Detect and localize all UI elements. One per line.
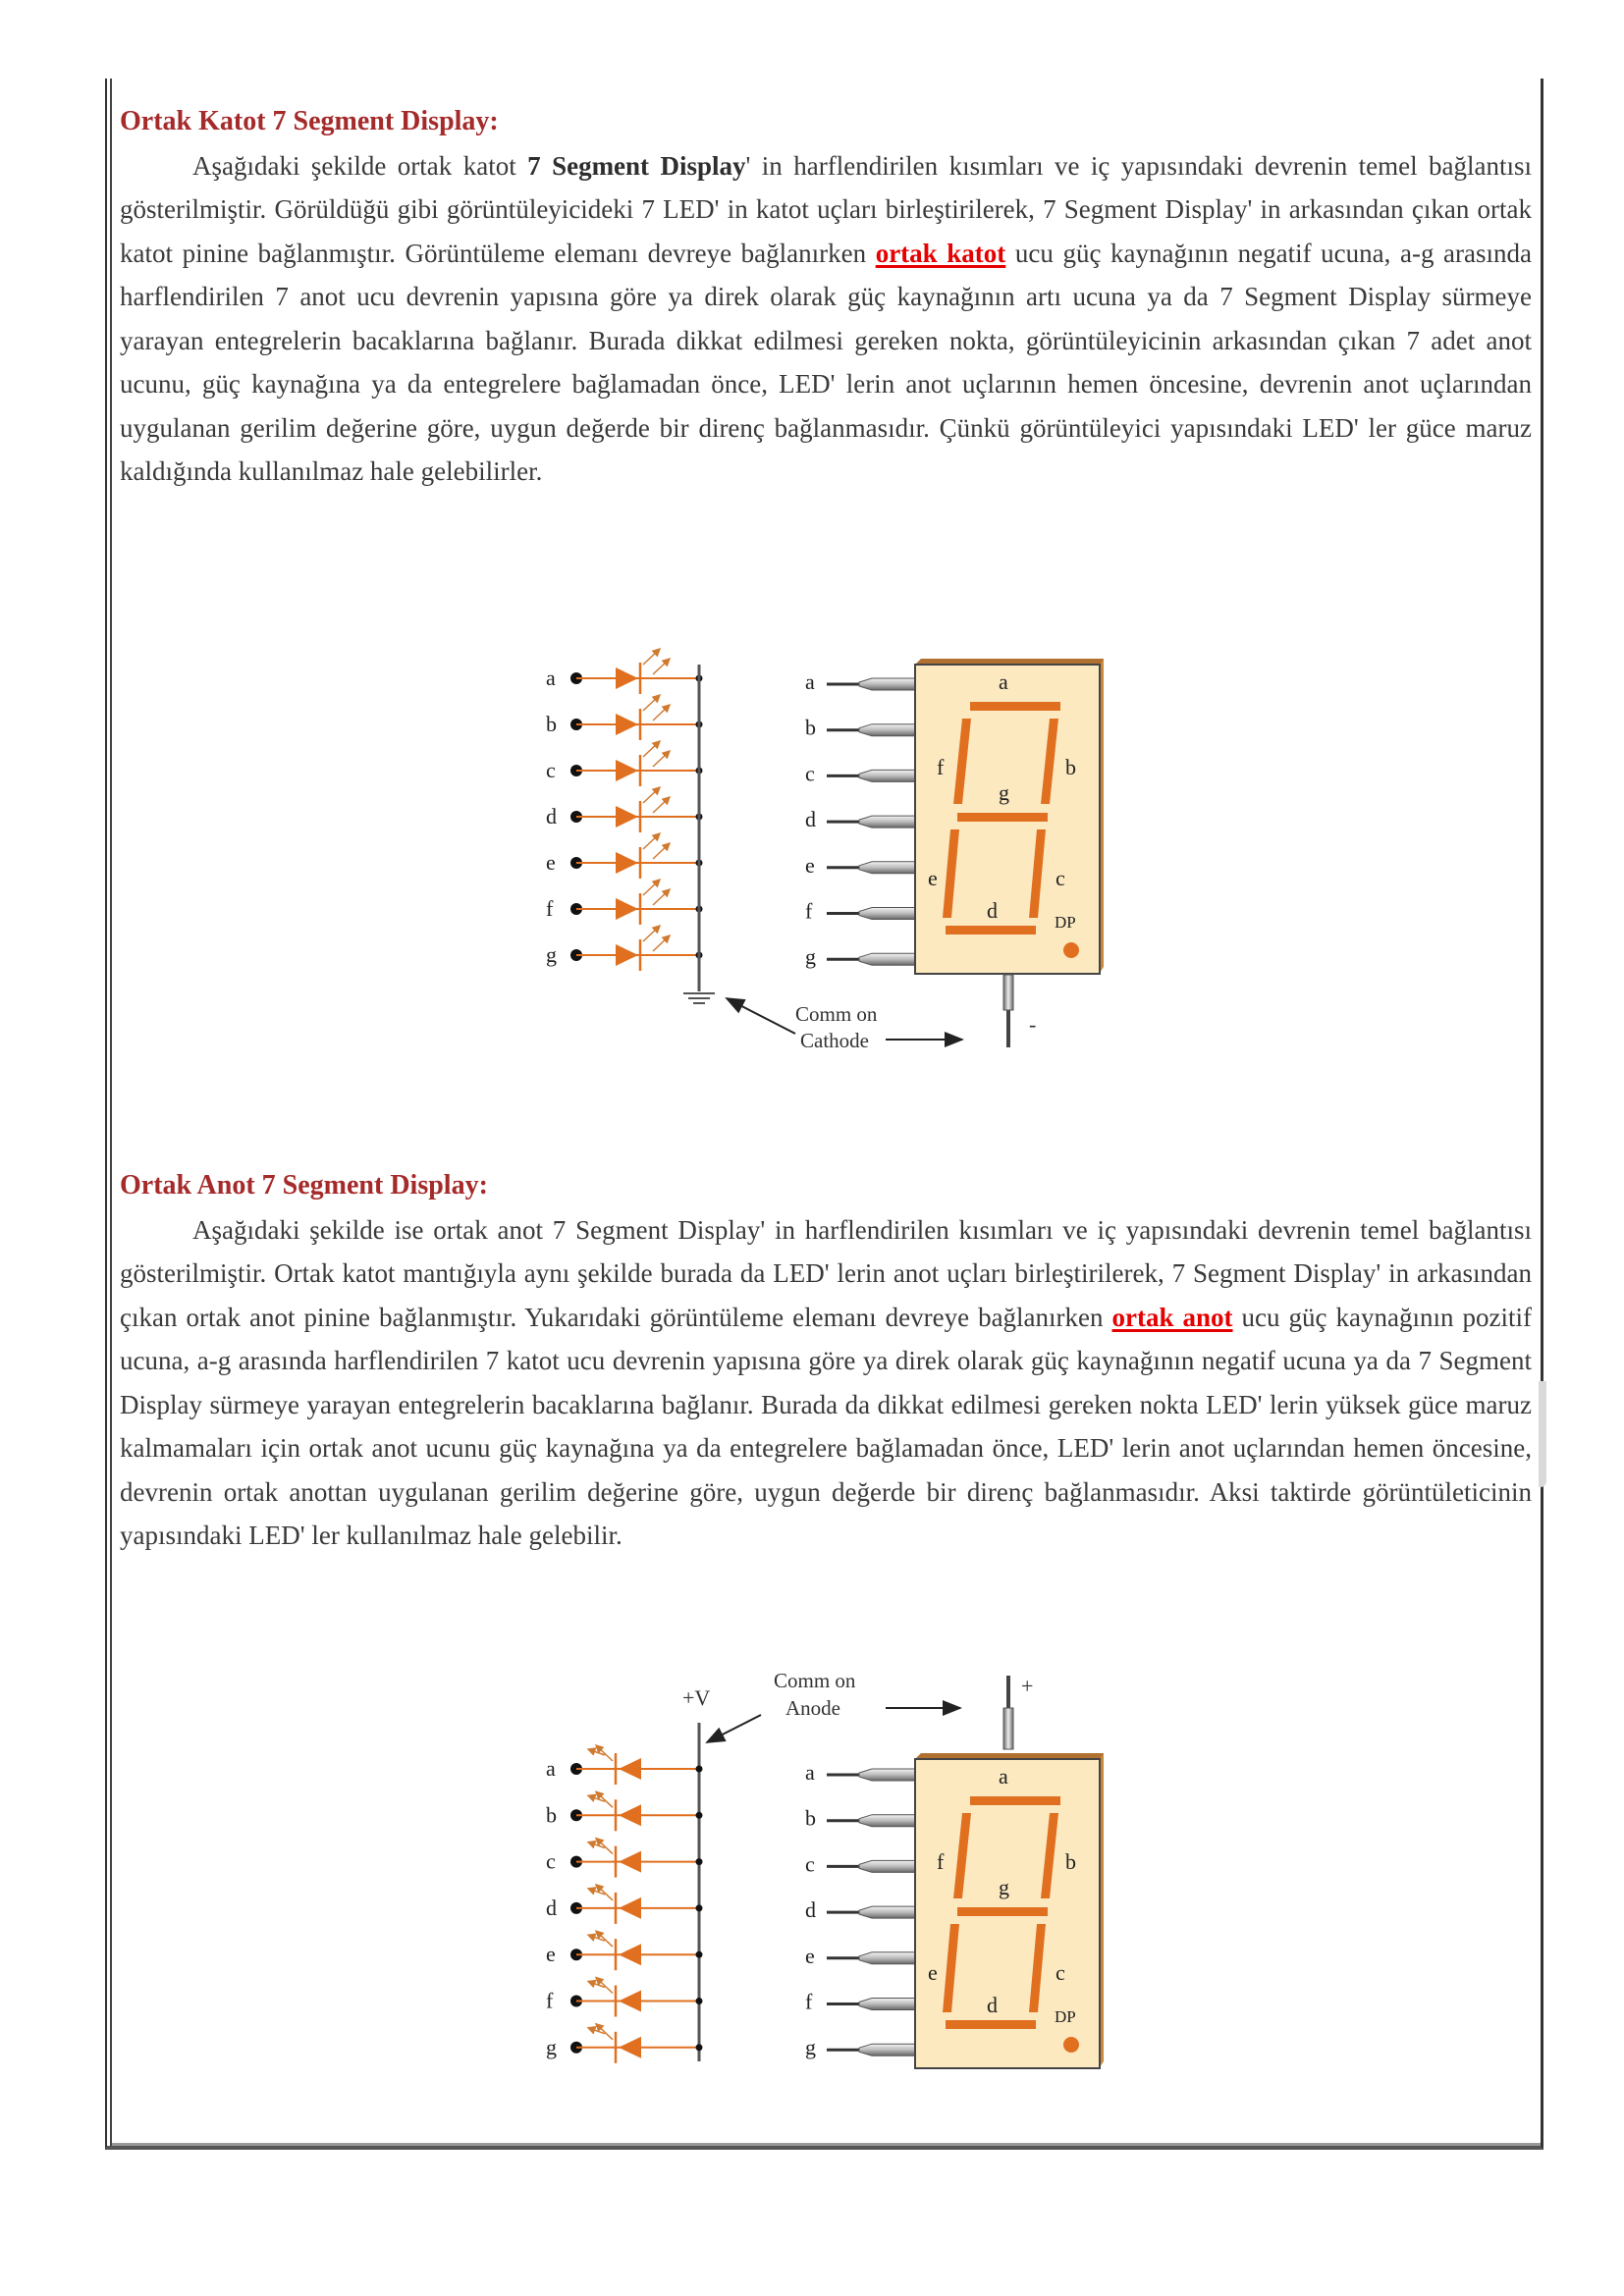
segment-d (946, 926, 1036, 934)
light-arrow-icon (653, 705, 670, 721)
light-arrow-icon (653, 889, 670, 905)
led-diode-icon (616, 852, 638, 874)
light-arrow-icon (643, 880, 660, 895)
pin-label: f (805, 898, 813, 924)
segment-label-e: e (928, 1960, 938, 1985)
common-label-line2: Anode (785, 1696, 840, 1720)
led-diode-icon (619, 1991, 641, 2012)
pointer-arrow (727, 998, 795, 1034)
common-label-line1: Comm on (795, 1002, 878, 1026)
led-diode-icon (619, 1758, 641, 1780)
pin-body (859, 770, 915, 781)
led-diode-icon (619, 1804, 641, 1826)
common-cathode-svg (511, 643, 1139, 1085)
seven-segment-display (915, 1753, 1104, 2068)
pin-label: c (546, 1848, 556, 1874)
highlighted-term-link[interactable]: ortak katot (875, 238, 1006, 268)
segment-g (957, 1907, 1048, 1916)
junction-dot (696, 1766, 703, 1773)
pin-label: c (546, 758, 556, 782)
led-diode-icon (616, 898, 638, 920)
pin-label: b (805, 715, 816, 740)
section-heading: Ortak Anot 7 Segment Display: (120, 1170, 488, 1201)
pin-body (859, 2044, 915, 2056)
pin-body (859, 953, 915, 965)
common-label-line1: Comm on (774, 1669, 856, 1692)
pin-label: d (805, 1897, 816, 1923)
pin-body (859, 1906, 915, 1918)
pin-group (805, 1760, 915, 2059)
pin-label: g (546, 2034, 557, 2059)
pin-label: a (546, 666, 556, 690)
pin-label: e (546, 1942, 556, 1967)
led-array (546, 1745, 703, 2063)
segment-label-a: a (999, 669, 1008, 694)
seven-segment-display (915, 659, 1104, 974)
led-diode-icon (619, 1851, 641, 1873)
highlighted-term-link[interactable]: ortak anot (1111, 1302, 1233, 1332)
pin-body (859, 1952, 915, 1964)
light-arrow-icon (653, 935, 670, 951)
section-common-cathode (120, 100, 1532, 494)
pin-body (859, 724, 915, 736)
segment-label-g: g (999, 1875, 1009, 1899)
junction-dot (696, 2044, 703, 2051)
pin-label: e (805, 1943, 815, 1968)
pin-label: d (546, 1895, 557, 1920)
junction-dot (696, 1858, 703, 1865)
ground-icon (683, 993, 715, 1003)
light-arrow-icon (643, 741, 660, 757)
segment-d (946, 2020, 1036, 2029)
pin-label: f (805, 1989, 813, 2014)
junction-dot (696, 1998, 703, 2004)
pin-body (859, 1769, 915, 1781)
pin-label: c (805, 761, 815, 786)
segment-label-e: e (928, 866, 938, 890)
segment-label-c: c (1056, 866, 1065, 890)
led-diode-icon (616, 806, 638, 828)
pin-label: d (805, 807, 816, 832)
light-arrow-icon (643, 695, 660, 711)
junction-dot (696, 1812, 703, 1819)
led-array (546, 649, 703, 971)
common-anode-diagram (511, 1664, 1139, 2106)
common-label-line2: Cathode (800, 1029, 869, 1052)
led-diode-icon (619, 2037, 641, 2058)
pin-label: a (805, 669, 815, 694)
paragraph-text: Aşağıdaki şekilde ortak katot (192, 150, 528, 181)
section-paragraph (120, 144, 1532, 494)
led-diode-icon (619, 1944, 641, 1965)
polarity-label: + (1021, 1674, 1034, 1698)
segment-label-f: f (937, 1849, 945, 1874)
segment-a (970, 1796, 1060, 1805)
segment-label-g: g (999, 780, 1009, 805)
pin-body (859, 908, 915, 920)
pin-body (859, 862, 915, 874)
pin-label: f (546, 1988, 554, 2013)
pin-label: b (546, 712, 557, 736)
pin-label: e (805, 852, 815, 878)
common-pin (1003, 1676, 1013, 1749)
segment-dp (1063, 942, 1079, 958)
paragraph-text: ucu güç kaynağının negatif ucuna, a-g arasında harflendirilen 7 anot ucu devrenin yapısına göre ya direk olarak güç kaynağının artı ucuna ya da 7 Segment Display sürmeye yarayan entegrelerin bacaklarına bağlanır. Burada dikkat edilmesi gereken nokta, görüntüleyicinin arkasından çıkan 7 adet anot ucunu, güç kaynağına ya da entegrelere bağlamadan önce, LED' lerin anot uçlarının hemen öncesine, devrenin anot uçlarından uygulanan gerilim değerine göre, uygun değerde bir direnç bağlanmasıdır. Çünkü görüntüleyici yapısındaki LED' ler güce maruz kaldığında kullanılmaz hale gelebilirler. (120, 238, 1532, 486)
segment-g (957, 813, 1048, 822)
pin-label: f (546, 896, 554, 921)
pin-label: g (805, 944, 816, 970)
led-diode-icon (616, 714, 638, 735)
pointer-arrow (707, 1715, 761, 1742)
pin-group (805, 669, 915, 969)
junction-dot (696, 1951, 703, 1958)
section-paragraph (120, 1208, 1532, 1558)
light-arrow-icon (643, 787, 660, 803)
led-diode-icon (616, 667, 638, 689)
led-diode-icon (616, 760, 638, 781)
pin-label: e (546, 850, 556, 875)
light-arrow-icon (643, 833, 660, 849)
light-arrow-icon (653, 659, 670, 674)
common-cathode-diagram (511, 643, 1139, 1085)
segment-label-dp: DP (1055, 2007, 1076, 2026)
pin-label: a (546, 1756, 556, 1781)
bold-term: 7 Segment Display (527, 150, 746, 181)
pin-label: a (805, 1760, 815, 1785)
pin-body (859, 678, 915, 690)
scrollbar-artifact (1539, 1381, 1546, 1487)
segment-label-b: b (1065, 1849, 1076, 1874)
pin-label: g (805, 2035, 816, 2060)
segment-label-a: a (999, 1764, 1008, 1789)
section-heading: Ortak Katot 7 Segment Display: (120, 106, 499, 136)
paragraph-text: ucu güç kaynağının pozitif ucuna, a-g arasında harflendirilen 7 katot ucu devrenin yapısına göre ya direk olarak güç kaynağının negatif ucuna ya da 7 Segment Display sürmeye yarayan entegrelerin bacaklarına bağlanır. Burada da dikkat edilmesi gereken nokta LED' lerin yüksek güce maruz kalmamaları için ortak anot ucunu güç kaynağına ya da entegrelere bağlamadan önce, LED' lerin anot uçlarından hemen öncesine, devrenin ortak anottan uygulanan gerilim değerine göre, uygun değerde bir direnç bağlanmasıdır. Aksi taktirde görüntületicinin yapısındaki LED' ler kullanılmaz hale gelebilir. (120, 1302, 1533, 1550)
light-arrow-icon (653, 843, 670, 859)
light-arrow-icon (643, 926, 660, 941)
led-diode-icon (616, 944, 638, 966)
light-arrow-icon (653, 797, 670, 813)
pin-label: g (546, 942, 557, 967)
paragraph-text: ' in harflendirilen kısımları ve iç yapısındaki devrenin temel bağlantısı gösterilmiştir. Görüldüğü gibi görüntüleyicideki 7 LED' in katot uçları birleştirilerek, 7 Segment Display' in arkasından çıkan ortak katot pinine bağlanmıştır. Görüntüleme elemanı devreye bağlanırken (120, 150, 1533, 268)
pin-label: b (805, 1805, 816, 1831)
light-arrow-icon (653, 751, 670, 767)
section-common-anode (120, 1164, 1532, 1558)
pin-label: b (546, 1802, 557, 1828)
pin-body (859, 816, 915, 828)
pin-body (859, 1860, 915, 1872)
segment-label-dp: DP (1055, 913, 1076, 932)
pin-body (859, 1999, 915, 2010)
paragraph-text: Aşağıdaki şekilde ise ortak anot 7 Segment Display' in harflendirilen kısımları ve iç yapısındaki devrenin temel bağlantısı gösterilmiştir. Ortak katot mantığıyla aynı şekilde burada da LED' lerin anot uçları birleştirilerek, 7 Segment Display' in arkasından çıkan ortak anot pinine bağlanmıştır. Yukarıdaki görüntüleme elemanı devreye bağlanırken (120, 1214, 1532, 1332)
light-arrow-icon (643, 649, 660, 665)
pin-label: c (805, 1851, 815, 1877)
segment-label-b: b (1065, 755, 1076, 779)
polarity-label: - (1029, 1012, 1037, 1037)
segment-label-d: d (987, 1993, 998, 2017)
common-anode-svg (511, 1664, 1139, 2106)
segment-a (970, 702, 1060, 711)
segment-label-d: d (987, 898, 998, 923)
pin-label: d (546, 804, 557, 828)
led-diode-icon (619, 1897, 641, 1919)
segment-label-f: f (937, 755, 945, 779)
junction-dot (696, 1904, 703, 1911)
supply-label: +V (682, 1685, 711, 1710)
segment-label-c: c (1056, 1960, 1065, 1985)
pin-body (859, 1815, 915, 1827)
segment-dp (1063, 2037, 1079, 2053)
common-pin (1003, 975, 1013, 1047)
